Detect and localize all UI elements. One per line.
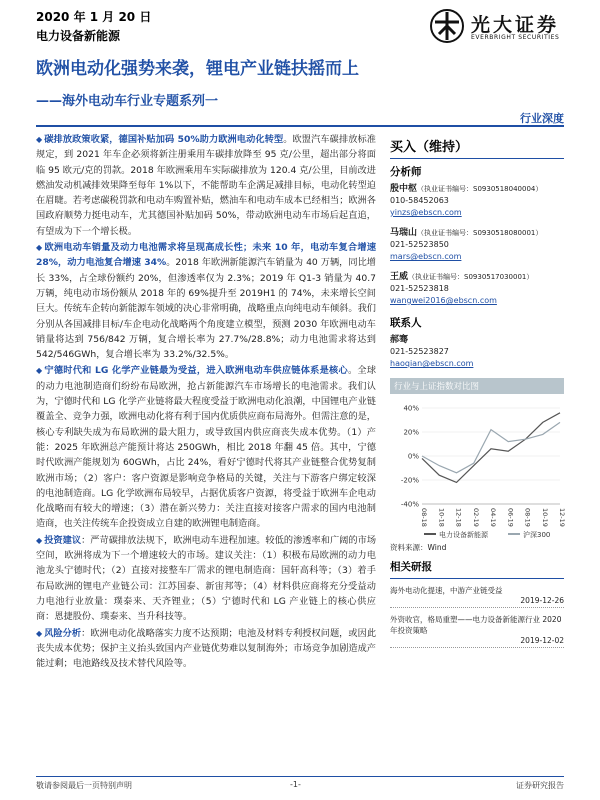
chart-legend-label: 沪深300 (523, 531, 551, 539)
report-body (36, 132, 376, 672)
related-report-date: 2019-12-26 (390, 596, 564, 608)
paragraph-text: ：欧洲电动化战略落实力度不达预期；电池及材料专利授权问题，或因此丧失成本优势；保护主义抬头致国内产业链优势难以复制海外；市场竞争加剧造成产能过剩；电池路线及技术替代风险等。 (36, 627, 377, 670)
paragraph-text: 。2018 年欧洲新能源汽车销量为 40 万辆，同比增长 33%，占全球份额约 20%，但渗透率仅为 2.3%；2019 年 Q1-3 销量为 40.7 万辆，纯电动市场份额从 2018 年的 69%提升至 2019H1 的 74%，未来增长空间巨大。传统车企转向新能源车领域的决心非常明确，战略重点向纯电动车倾斜。我们分别从各国减排目标/车企电动化战略两个角度建立模型，预测 2030 年欧洲电动车销量将达到 756/842 万辆，复合增长率为 27.7%/28.8%；动力电池需求将达到 542/546GWh，复合增长率为 33.2%/32.5%。 (36, 257, 376, 361)
header-divider (36, 125, 564, 127)
paragraph-lead: 宁德时代和 LG 化学产业链最为受益，进入欧洲电动车供应链体系是核心 (44, 365, 348, 377)
logo-text-en: EVERBRIGHT SECURITIES (471, 34, 560, 41)
paragraph-lead: 投资建议 (44, 534, 82, 546)
footer-disclaimer: 敬请参阅最后一页特别声明 (36, 781, 132, 790)
related-report-link[interactable]: 外资收官，格局重塑——电力设备新能源行业 2020 年投资策略 (390, 615, 562, 635)
paragraph (36, 626, 376, 672)
paragraph (36, 132, 376, 239)
chart-x-tick-label: 02-19 (471, 508, 480, 527)
chart-y-tick-label: -40% (400, 500, 419, 509)
chart-title: 行业与上证指数对比图 (390, 378, 564, 394)
analyst-name: 王威 (390, 272, 409, 282)
report-title: 欧洲电动化强势来袭，锂电产业链扶摇而上 (36, 59, 359, 79)
logo-text-cn: 光大证券 (471, 14, 560, 36)
chart-x-tick-label: 12-18 (454, 508, 463, 527)
analyst-email-link[interactable]: wangwei2016@ebscn.com (390, 296, 497, 305)
analyst-phone: 021-52523818 (390, 284, 449, 293)
analyst-phone: 021-52523850 (390, 240, 449, 249)
chart-x-tick-label: 10-19 (540, 508, 549, 527)
chart-y-tick-label: -20% (400, 476, 419, 485)
contact-name: 郝骞 (390, 335, 409, 345)
analyst-name: 马瑞山 (390, 228, 418, 238)
chart-y-tick-label: 40% (403, 404, 419, 413)
performance-chart (390, 400, 564, 540)
company-logo (429, 8, 569, 46)
contact-phone: 021-52523827 (390, 347, 449, 356)
report-date: 2020 年 1 月 20 日 (36, 10, 152, 24)
analyst-email-link[interactable]: yinzs@ebscn.com (390, 208, 462, 217)
chart-x-tick-label: 08-18 (420, 508, 428, 527)
paragraph (36, 240, 376, 362)
chart-x-tick-label: 04-19 (489, 508, 497, 527)
analyst-card (390, 271, 564, 307)
related-report-link[interactable]: 海外电动化提速，中游产业链受益 (390, 586, 503, 595)
analysts-heading: 分析师 (390, 166, 422, 178)
paragraph (36, 363, 376, 531)
rating: 买入（维持） (390, 140, 469, 155)
footer-label: 证券研究报告 (516, 781, 564, 790)
analyst-license: （执业证书编号：S0930518040004） (417, 185, 543, 193)
everbright-logo-icon (429, 8, 465, 44)
paragraph-text: ：严苛碳排放法规下，欧洲电动车进程加速。较低的渗透率和广阔的市场空间，欧洲将成为下一个增速较大的市场。建议关注：（1）积极布局欧洲的动力电池龙头宁德时代；（2）直接对接整车厂需求的锂电制造商：国轩高科等；（3）着手布局欧洲的锂电产业链公司：江苏国泰、新宙邦等；（4）材料供应商将充分受益动力电池行业放量：璞泰来、天齐锂业；（5）宁德时代和 LG 产业链上的核心供应商：恩捷股份、璞泰来、当升科技等。 (36, 534, 377, 623)
paragraph-lead: 欧洲电动车销量及动力电池需求将呈现高成长性；未来 10 年，电动车复合增速 28%，动力电池复合增速 34% (36, 242, 377, 269)
bullet-icon: ◆ (36, 135, 43, 144)
contact-card (390, 334, 564, 370)
chart-series-line (422, 413, 560, 483)
report-type: 行业深度 (520, 112, 564, 125)
bullet-icon: ◆ (36, 535, 43, 545)
analyst-card (390, 227, 564, 263)
analyst-phone: 010-58452063 (390, 196, 449, 205)
paragraph-text: 。欧盟汽车碳排放标准规定，到 2021 年车企必须将新注册乘用车碳排放降至 95 克/公里，超出部分将面临 95 欧元/克的罚款。2018 年欧洲乘用车实际碳排放为 120.4 克/公里，目前改进燃油发动机减排效果降至每年 1%以下，不能帮助车企满足减排目标，电动化转型迫在眉睫。若考虑碳税罚款和电动车购置补贴，燃油车和电动车成本已经相当；欧洲各国政府顺势力挺电动车，尤其德国补贴加码 50%，带动欧洲电动车市场后起直追，有望成为下一个增长极。 (36, 134, 376, 237)
related-heading: 相关研报 (390, 561, 432, 573)
bullet-icon: ◆ (36, 628, 43, 638)
bullet-icon: ◆ (36, 366, 43, 376)
chart-y-tick-label: 20% (403, 428, 419, 437)
chart-series-line (422, 422, 560, 472)
chart-x-tick-label: 06-19 (506, 508, 515, 527)
paragraph-lead: 碳排放政策收紧，德国补贴加码 50%助力欧洲电动化转型 (44, 134, 284, 145)
analyst-card (390, 183, 564, 219)
related-divider (390, 578, 564, 579)
chart-y-tick-label: 0% (407, 452, 419, 461)
footer-divider (36, 776, 564, 777)
contact-email-link[interactable]: haoqian@ebscn.com (390, 359, 474, 368)
paragraph-lead: 风险分析 (44, 627, 82, 639)
related-list (390, 585, 564, 648)
chart-legend-label: 电力设备新能源 (439, 531, 488, 539)
paragraph (36, 533, 376, 625)
chart-x-tick-label: 08-19 (523, 508, 532, 527)
related-report-date: 2019-12-02 (390, 636, 564, 648)
report-subtitle: ——海外电动车行业专题系列一 (36, 94, 219, 109)
contact-heading: 联系人 (390, 317, 422, 329)
chart-source: 资料来源：Wind (390, 543, 447, 552)
page-number: -1- (290, 780, 301, 789)
chart-container (390, 400, 564, 540)
paragraph-text: 。全球的动力电池制造商们纷纷布局欧洲，抢占新能源汽车市场增长的电池需求。我们认为，宁德时代和 LG 化学产业链将最大程度受益于欧洲电动化浪潮，中国锂电产业链覆盖全、竞争力强，欧洲电动化将有利于国内优质供应商布局海外。但需注意的是，核心专利缺失成为布局欧洲的最大阻力，或导致国内供应商丧失成本优势。（1）产能：2025 年欧洲总产能预计将达 250GWh，相比 2018 年翻 45 倍。其中，宁德时代欧洲产能规划为 60GWh，占比 24%，看好宁德时代将其产业链整合优势复制欧洲市场；（2）客户：客户资源是影响竞争格局的关键，关注与下游客户绑定较深的电池制造商。LG 化学欧洲布局较早，占据优质客户资源，将受益于欧洲车企电动化战略而有较大的增速；（3）潜在新兴势力：关注直接对接客户需求的国内电池制造商，也关注传统车企投资成立自建的欧洲锂电制造商。 (36, 365, 377, 530)
sidebar-divider (390, 158, 564, 159)
analyst-email-link[interactable]: mars@ebscn.com (390, 252, 462, 261)
bullet-icon: ◆ (36, 243, 43, 253)
analyst-license: （执业证书编号：S0930517030001） (408, 273, 534, 281)
chart-x-tick-label: 12-19 (558, 508, 566, 527)
sidebar (390, 132, 564, 648)
analyst-name: 殷中枢 (390, 184, 418, 194)
analyst-license: （执业证书编号：S0930518080001） (417, 229, 543, 237)
report-sector: 电力设备新能源 (36, 29, 121, 43)
chart-x-tick-label: 10-18 (437, 508, 446, 527)
